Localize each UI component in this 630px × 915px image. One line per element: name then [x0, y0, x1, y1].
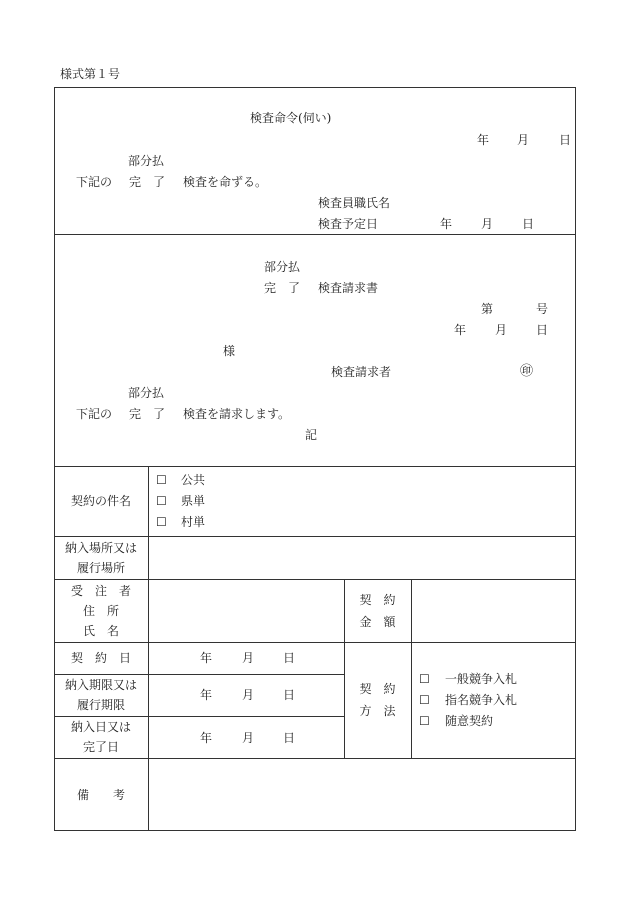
option-designated-tender: 指名競争入札	[445, 693, 518, 707]
request-line-prefix: 下記の	[76, 407, 113, 421]
request-dai: 第	[481, 302, 494, 316]
request-date-month: 月	[495, 323, 508, 337]
checkbox-private-contract[interactable]: ☐	[419, 714, 430, 728]
request-date-year: 年	[454, 323, 467, 337]
delivery-date-year: 年	[200, 731, 213, 745]
option-general-tender: 一般競争入札	[445, 672, 518, 686]
label-line: 契 約	[359, 592, 396, 607]
contract-date-day: 日	[283, 651, 296, 665]
contract-date-year: 年	[200, 651, 213, 665]
checkbox-prefecture[interactable]: ☐	[156, 494, 167, 508]
contract-amount-label	[344, 579, 411, 642]
request-ki: 記	[305, 428, 318, 442]
label-line: 受 注 者	[70, 583, 131, 598]
checkbox-designated-tender[interactable]: ☐	[419, 693, 430, 707]
contractor-label	[54, 579, 148, 642]
checkbox-village[interactable]: ☐	[156, 515, 167, 529]
contract-date-label: 契 約 日	[70, 651, 131, 665]
order-title: 検査命令(伺い)	[250, 111, 332, 125]
deadline-month: 月	[242, 688, 255, 702]
delivery-place-field[interactable]	[149, 537, 575, 579]
label-line: 方 法	[359, 704, 396, 718]
option-village: 村単	[181, 515, 206, 529]
scheduled-day: 日	[522, 217, 535, 231]
label-line: 住 所	[82, 603, 119, 618]
label-line: 完了日	[82, 740, 119, 754]
order-date-month: 月	[517, 133, 530, 147]
form-number: 様式第１号	[60, 67, 121, 81]
requester-label: 検査請求者	[331, 365, 392, 379]
request-text: 検査を請求します。	[183, 407, 291, 421]
scheduled-month: 月	[481, 217, 494, 231]
request-go: 号	[536, 302, 549, 316]
section-divider	[54, 234, 576, 235]
deadline-day: 日	[283, 688, 296, 702]
seal-mark: ㊞	[520, 364, 534, 379]
label-line: 氏 名	[82, 623, 119, 638]
order-date-year: 年	[477, 133, 490, 147]
contract-date-month: 月	[242, 651, 255, 665]
addressee-sama: 様	[223, 344, 236, 358]
label-line: 納入場所又は	[64, 540, 137, 555]
delivery-date-day: 日	[283, 731, 296, 745]
request-partial: 部分払	[264, 260, 301, 274]
label-line: 納入日又は	[70, 720, 131, 734]
contract-amount-field[interactable]	[412, 580, 575, 642]
delivery-date-label	[54, 716, 148, 758]
label-line: 履行場所	[76, 560, 125, 575]
label-line: 納入期限又は	[64, 678, 137, 692]
inspector-name-label: 検査員職氏名	[318, 196, 391, 210]
contract-method-label	[344, 642, 411, 758]
scheduled-year: 年	[440, 217, 453, 231]
checkbox-public[interactable]: ☐	[156, 473, 167, 487]
order-partial: 部分払	[128, 154, 165, 168]
contract-name-label: 契約の件名	[70, 494, 131, 508]
option-private-contract: 随意契約	[445, 714, 494, 728]
order-complete: 完 了	[129, 175, 166, 189]
option-prefecture: 県単	[181, 494, 206, 508]
request-complete: 完 了	[264, 281, 301, 295]
order-line-prefix: 下記の	[76, 175, 113, 189]
remarks-field[interactable]	[149, 759, 575, 830]
label-line: 契 約	[359, 682, 396, 696]
request-complete-2: 完 了	[129, 407, 166, 421]
order-date-day: 日	[559, 133, 572, 147]
scheduled-date-label: 検査予定日	[318, 217, 379, 231]
request-date-day: 日	[536, 323, 549, 337]
request-title: 検査請求書	[318, 281, 379, 295]
request-partial-2: 部分払	[128, 386, 165, 400]
option-public: 公共	[181, 473, 206, 487]
delivery-place-label	[54, 536, 148, 579]
remarks-label: 備 考	[76, 787, 125, 802]
deadline-label	[54, 674, 148, 716]
deadline-year: 年	[200, 688, 213, 702]
label-line: 履行期限	[76, 698, 125, 712]
label-line: 金 額	[359, 614, 396, 629]
order-text: 検査を命ずる。	[183, 175, 268, 189]
checkbox-general-tender[interactable]: ☐	[419, 672, 430, 686]
contractor-field[interactable]	[149, 580, 344, 642]
delivery-date-month: 月	[242, 731, 255, 745]
